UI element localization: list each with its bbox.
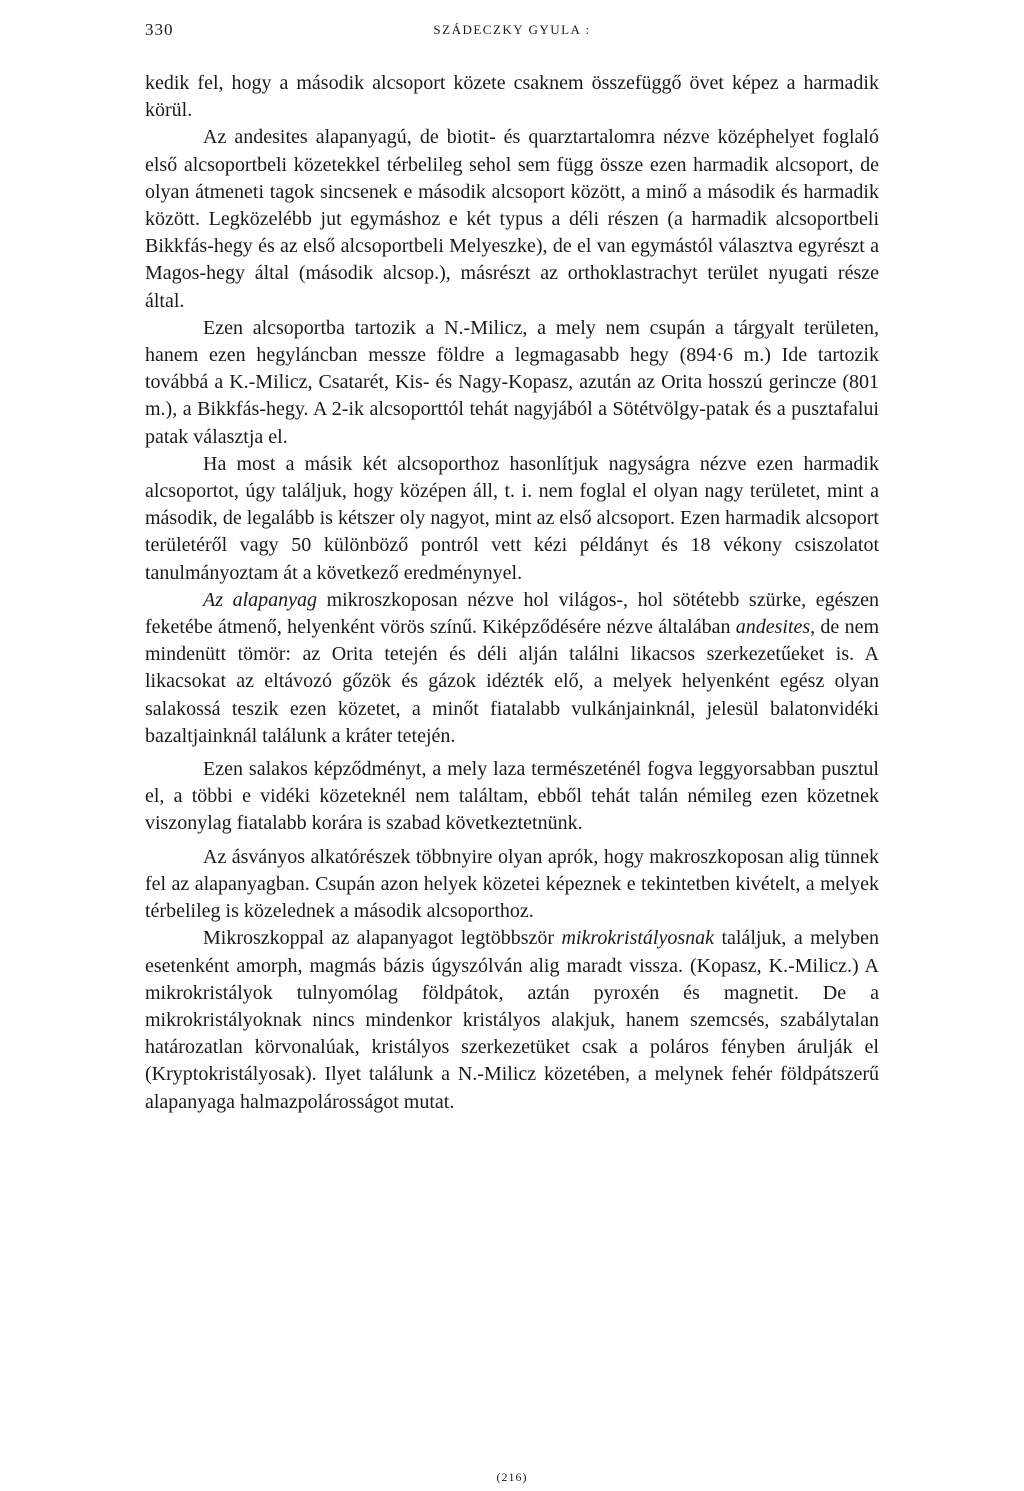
paragraph [145, 587, 879, 750]
paragraph-text: találjuk, a melyben esetenként amorph, magmás bázis úgyszólván alig maradt vissza. (Kopasz, K.-Milicz.) A mikrokristályok tulnyomólag földpátok, aztán pyroxén és magnetit. De a mikrokristályoknak nincs mindenkor kristályos alakjuk, hanem szemcsés, szabálytalan határozatlan körvonalúak, kristályos szerkezetüket csak a poláros fényben árulják el (Kryptokristályosak). Ilyet találunk a N.-Milicz közetében, a melynek fehér földpátszerű alapanyaga halmazpolárosságot mutat. [145, 927, 880, 1113]
italic-term: Az alapanyag [203, 588, 318, 611]
paragraph-text: Az ásványos alkatórészek többnyire olyan aprók, hogy makroszkoposan alig tünnek fel az alapanyagban. Csupán azon helyek közetei képeznek e tekintetben kivételt, a melyek térbelileg is közelednek a második alcsoporthoz. [145, 845, 879, 923]
paragraph-text: kedik fel, hogy a második alcsoport közete csaknem összefüggő övet képez a harmadik körül. [145, 72, 879, 122]
paragraph [145, 124, 879, 314]
signature-mark: (216) [496, 1470, 528, 1484]
running-title: SZÁDECZKY GYULA : [433, 22, 591, 37]
running-head [145, 20, 879, 44]
paragraph-text: Mikroszkoppal az alapanyagot legtöbbször [203, 927, 562, 950]
paragraph-text: mikroszkoposan nézve hol világos-, hol sötétebb szürke, egészen feketébe átmenő, helyenként vörös színű. Kiképződésére nézve általában [145, 588, 879, 639]
page-number: 330 [145, 20, 174, 39]
italic-term: mikrokristályosnak [561, 927, 715, 950]
paragraph-text: Ezen salakos képződményt, a mely laza természeténél fogva leggyorsabban pusztul el, a többi e vidéki közeteknél nem találtam, ebből tehát talán némileg ezen közetnek viszonylag fiatalabb korára is szabad következtetnünk. [145, 758, 879, 835]
paragraph-text: Ezen alcsoportba tartozik a N.-Milicz, a mely nem csupán a tárgyalt területen, hanem ezen hegyláncban messze földre a legmagasabb hegy (894·6 m.) Ide tartozik továbbá a K.-Milicz, Csatarét, Kis- és Nagy-Kopasz, azután az Orita hosszú gerincze (801 m.), a Bikkfás-hegy. A 2-ik alcsoporttól tehát nagyjából a Sötétvölgy-patak és a pusztafalui patak választja el. [145, 316, 879, 448]
paragraph [145, 925, 879, 1115]
italic-term: andesites [735, 616, 811, 639]
body-text [145, 70, 879, 1116]
paragraph [145, 315, 879, 451]
paragraph [145, 451, 879, 587]
paragraph [145, 844, 879, 926]
paragraph-continuation [145, 70, 879, 124]
paragraph-text: Ha most a másik két alcsoporthoz hasonlítjuk nagyságra nézve ezen harmadik alcsoportot, úgy találjuk, hogy középen áll, t. i. nem foglal el olyan nagy területet, mint a második, de legalább is kétszer oly nagyot, mint az első alcsoport. Ezen harmadik alcsoport területéről vagy 50 különböző pontról vett kézi példányt és 18 vékony csiszolatot tanulmányoztam át a következő eredménynyel. [145, 452, 879, 584]
paragraph [145, 756, 879, 838]
paragraph-text: Az andesites alapanyagú, de biotit- és quarztartalomra nézve középhelyet foglaló első alcsoportbeli közetekkel térbelileg sehol sem függ össze ezen harmadik alcsoport, de olyan átmeneti tagok sincsenek e második alcsoport között, a minő a második és harmadik között. Legközelébb jut egymáshoz e két typus a déli részen (a harmadik alcsoportbeli Bikkfás-hegy és az első alcsoportbeli Melyeszke), de el van egymástól választva egyrészt a Magos-hegy által (második alcsop.), másrészt az orthoklastrachyt terület nyugati része által. [145, 126, 879, 312]
paragraph-text: , de nem mindenütt tömör: az Orita tetején és déli alján találni likacsos szerkezetűeket is. A likacsokat az eltávozó gőzök és gázok idézték elő, a melyek helyenként egész olyan salakossá teszik ezen közetet, a minőt fiatalabb vulkánjainknál, jelesül balatonvidéki bazaltjainknál találunk a kráter tetején. [145, 616, 880, 747]
